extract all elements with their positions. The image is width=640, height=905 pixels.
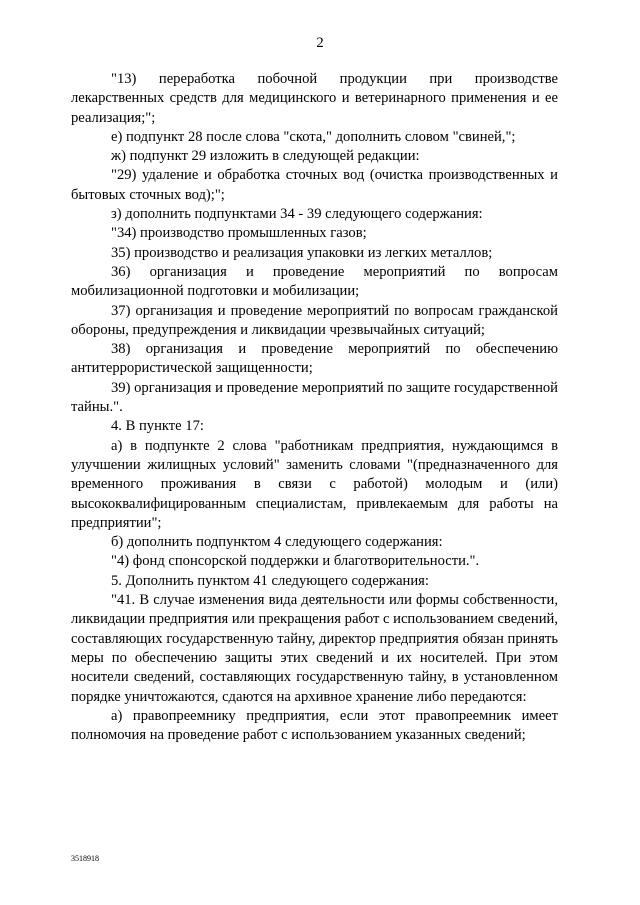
paragraph-sub-a-point-17: а) в подпункте 2 слова "работникам предприятия, нуждающимся в улучшении жилищных условий" заменить словами "(предназначенного для временного проживания в связи с работой) молодым и (или) высококвалифицированным специалистам, привлекаемым для работы на предприятии"; [71, 437, 558, 531]
document-id: 3518918 [71, 854, 99, 863]
paragraph-item-29: "29) удаление и обработка сточных вод (очистка производственных и бытовых сточных вод);"; [71, 167, 558, 203]
paragraph-sub-zh: ж) подпункт 29 изложить в следующей редакции: [111, 148, 420, 165]
paragraph-sub-e: е) подпункт 28 после слова "скота," дополнить словом "свиней,"; [111, 128, 516, 145]
paragraph-item-34: "34) производство промышленных газов; [111, 225, 367, 242]
paragraph-point-5: 5. Дополнить пунктом 41 следующего содержания: [111, 572, 429, 589]
document-body [71, 70, 558, 745]
paragraph-item-35: 35) производство и реализация упаковки из легких металлов; [111, 244, 493, 261]
paragraph-item-38: 38) организация и проведение мероприятий по обеспечению антитеррористической защищенности; [71, 341, 558, 377]
paragraph-sub-b-point-17: б) дополнить подпунктом 4 следующего содержания: [111, 534, 443, 551]
paragraph-item-4-fund: "4) фонд спонсорской поддержки и благотворительности.". [111, 553, 480, 570]
paragraph-point-41: "41. В случае изменения вида деятельности или формы собственности, ликвидации предприятия или прекращения работ с использованием сведений, составляющих государственную тайну, директор предприятия обязан принять меры по обеспечению защиты этих сведений и их носителей. При этом носители сведений, составляющих государственную тайну, в установленном порядке уничтожаются, сдаются на архивное хранение либо передаются: [71, 592, 558, 705]
paragraph-item-13: "13) переработка побочной продукции при производстве лекарственных средств для медицинского и ветеринарного применения и ее реализация;"; [71, 71, 558, 126]
paragraph-item-39: 39) организация и проведение мероприятий по защите государственной тайны.". [71, 379, 558, 416]
paragraph-item-36: 36) организация и проведение мероприятий по вопросам мобилизационной подготовки и мобилизации; [71, 263, 558, 300]
paragraph-sub-z: з) дополнить подпунктами 34 - 39 следующего содержания: [111, 206, 483, 223]
paragraph-item-37: 37) организация и проведение мероприятий по вопросам гражданской обороны, предупреждения и ликвидации чрезвычайных ситуаций; [71, 302, 558, 338]
page-number: 2 [316, 35, 324, 51]
paragraph-sub-a-successor: а) правопреемнику предприятия, если этот правопреемник имеет полномочия на проведение работ с использованием указанных сведений; [71, 707, 558, 744]
paragraph-point-4: 4. В пункте 17: [111, 418, 204, 435]
